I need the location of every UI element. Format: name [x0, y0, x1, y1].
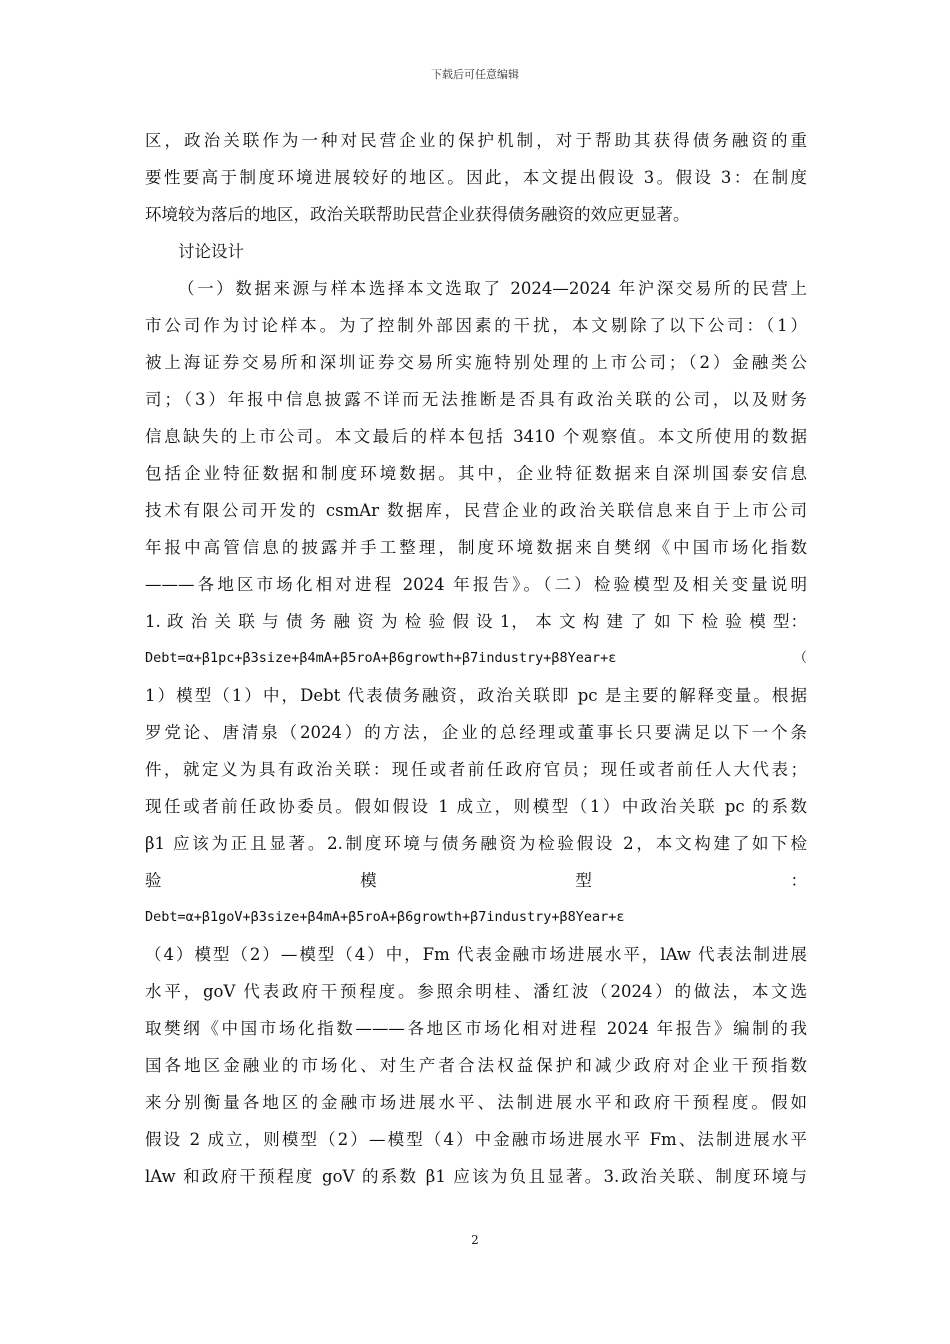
text-line: 件，就定义为具有政治关联：现任或者前任政府官员；现任或者前任人大代表； — [145, 760, 807, 779]
formula-line: Debt=α+β1goV+β3size+β4mA+β5roA+β6growth+β7industry+β8Year+ε — [145, 909, 625, 925]
text-line: 现任或者前任政协委员。假如假设 1 成立，则模型（1）中政治关联 pc 的系数 — [145, 797, 807, 816]
text-line: （4）模型（2）—模型（4）中，Fm 代表金融市场进展水平，lAw 代表法制进展 — [145, 945, 807, 964]
formula-line: Debt=α+β1pc+β3size+β4mA+β5roA+β6growth+β7industry+β8Year+ε （ — [145, 650, 807, 666]
text-line: （一）数据来源与样本选择本文选取了 2024—2024 年沪深交易所的民营上 — [178, 279, 807, 298]
text-line: 市公司作为讨论样本。为了控制外部因素的干扰，本文剔除了以下公司：（1） — [145, 316, 807, 335]
text-line: 来分别衡量各地区的金融市场进展水平、法制进展水平和政府干预程度。假如 — [145, 1093, 807, 1112]
text-line: 验 模 型 ： — [145, 871, 807, 890]
page-header: 下载后可任意编辑 — [431, 68, 519, 81]
text-line: 国各地区金融业的市场化、对生产者合法权益保护和减少政府对企业干预指数 — [145, 1056, 807, 1075]
text-line: 包括企业特征数据和制度环境数据。其中，企业特征数据来自深圳国泰安信息 — [145, 464, 807, 483]
text-line: 水平，goV 代表政府干预程度。参照余明桂、潘红波（2024）的做法，本文选 — [145, 982, 807, 1001]
body-text — [145, 122, 807, 1195]
text-line: ———各地区市场化相对进程 2024 年报告》。（二）检验模型及相关变量说明 — [145, 575, 807, 594]
page-number: 2 — [471, 1233, 479, 1247]
text-line: 1. 政 治 关 联 与 债 务 融 资 为 检 验 假 设 1， 本 文 构 建 了 如 下 检 验 模 型： — [145, 612, 807, 631]
text-line: 技术有限公司开发的 csmAr 数据库，民营企业的政治关联信息来自于上市公司 — [145, 501, 807, 520]
text-line: lAw 和政府干预程度 goV 的系数 β1 应该为负且显著。3.政治关联、制度环境与 — [145, 1167, 807, 1186]
text-line: 被上海证券交易所和深圳证券交易所实施特别处理的上市公司；（2）金融类公 — [145, 353, 807, 372]
text-line: 取樊纲《中国市场化指数———各地区市场化相对进程 2024 年报告》编制的我 — [145, 1019, 807, 1038]
text-line: 要性要高于制度环境进展较好的地区。因此，本文提出假设 3。假设 3：在制度 — [145, 168, 807, 187]
text-line: 区，政治关联作为一种对民营企业的保护机制，对于帮助其获得债务融资的重 — [145, 131, 807, 150]
text-line: 信息缺失的上市公司。本文最后的样本包括 3410 个观察值。本文所使用的数据 — [145, 427, 807, 446]
text-line: 1）模型（1）中，Debt 代表债务融资，政治关联即 pc 是主要的解释变量。根据 — [145, 686, 807, 705]
text-line: β1 应该为正且显著。2.制度环境与债务融资为检验假设 2，本文构建了如下检 — [145, 834, 807, 853]
text-line: 司；（3）年报中信息披露不详而无法推断是否具有政治关联的公司，以及财务 — [145, 390, 807, 409]
section-heading: 讨论设计 — [178, 242, 244, 261]
text-line: 罗党论、唐清泉（2024）的方法，企业的总经理或董事长只要满足以下一个条 — [145, 723, 807, 742]
text-line: 假设 2 成立，则模型（2）—模型（4）中金融市场进展水平 Fm、法制进展水平 — [145, 1130, 807, 1149]
text-line: 环境较为落后的地区，政治关联帮助民营企业获得债务融资的效应更显著。 — [145, 205, 690, 224]
text-line: 年报中高管信息的披露并手工整理，制度环境数据来自樊纲《中国市场化指数 — [145, 538, 807, 557]
